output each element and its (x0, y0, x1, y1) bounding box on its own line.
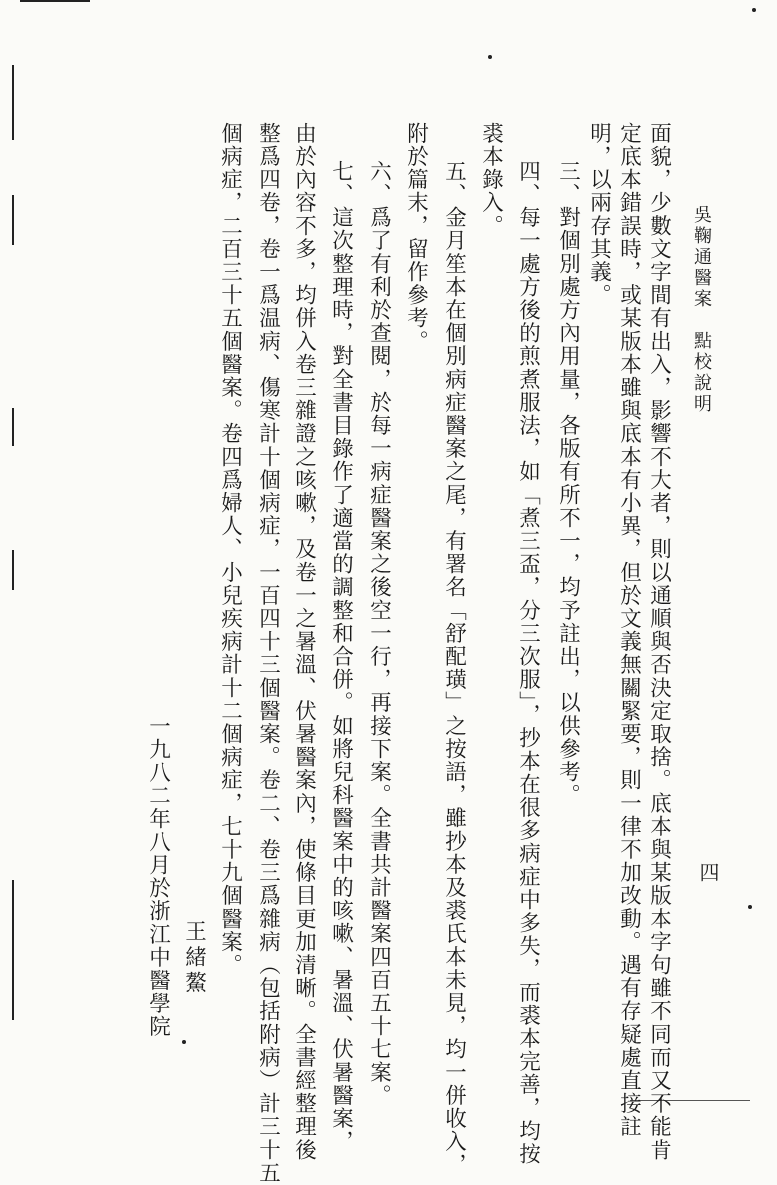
scan-edge-mark (12, 195, 14, 245)
text-column: 整爲四卷，卷一爲温病、傷寒計十個病症，一百四十三個醫案。卷二、卷三爲雜病（包括附病）計三十五 (255, 122, 281, 1185)
scan-edge-mark (12, 550, 14, 590)
scan-top-mark (20, 0, 90, 2)
text-column: 五、金月笙本在個別病症醫案之尾，有署名「舒配璜」之按語，雖抄本及裘氏本未見，均一併收入， (441, 160, 467, 1177)
author-signature: 王緒鰲 (181, 920, 207, 997)
scan-edge-mark (12, 65, 14, 140)
page-number: 四 (696, 862, 720, 884)
text-column: 四、每一處方後的煎煮服法，如「煮三盃，分三次服」，抄本在很多病症中多失，而裘本完善，均按 (515, 160, 541, 1166)
text-column: 裘本錄入。 (478, 122, 504, 238)
text-column: 個病症，二百三十五個醫案。卷四爲婦人、小兒疾病計十二個病症，七十九個醫案。 (217, 122, 243, 977)
dateline: 一九八二年八月於浙江中醫學院 (145, 715, 171, 1039)
scan-edge-mark (12, 880, 14, 1020)
text-column: 附於篇末，留作參考。 (403, 122, 429, 353)
text-column: 明，以兩存其義。 (586, 122, 612, 307)
text-column: 由於內容不多，均併入卷三雜證之咳嗽，及卷一之暑溫、伏暑醫案內，使條目更加清晰。全書經整理後 (291, 122, 317, 1162)
text-column: 七、這次整理時，對全書目錄作了適當的調整和合併。如將兒科醫案中的咳嗽、暑溫、伏暑醫案， (328, 160, 354, 1154)
text-column: 三、對個別處方內用量，各版有所不一，均予註出，以供參考。 (555, 160, 581, 807)
speck (488, 55, 492, 59)
text-column: 六、爲了有利於查閱，於每一病症醫案之後空一行，再接下案。全書共計醫案四百五十七案。 (366, 160, 392, 1108)
speck (752, 8, 756, 12)
speck (182, 1040, 186, 1044)
running-title: 吳鞠通醫案 點校說明 (691, 205, 712, 415)
scan-edge-mark (12, 408, 14, 446)
text-column: 定底本錯誤時，或某版本雖與底本有小異，但於文義無關緊要，則一律不加改動。遇有存疑處直接註 (616, 122, 642, 1139)
text-column: 面貌，少數文字間有出入，影響不大者，則以通順與否決定取捨。底本與某版本字句雖不同而又不能肯 (646, 122, 672, 1162)
speck (748, 905, 752, 909)
